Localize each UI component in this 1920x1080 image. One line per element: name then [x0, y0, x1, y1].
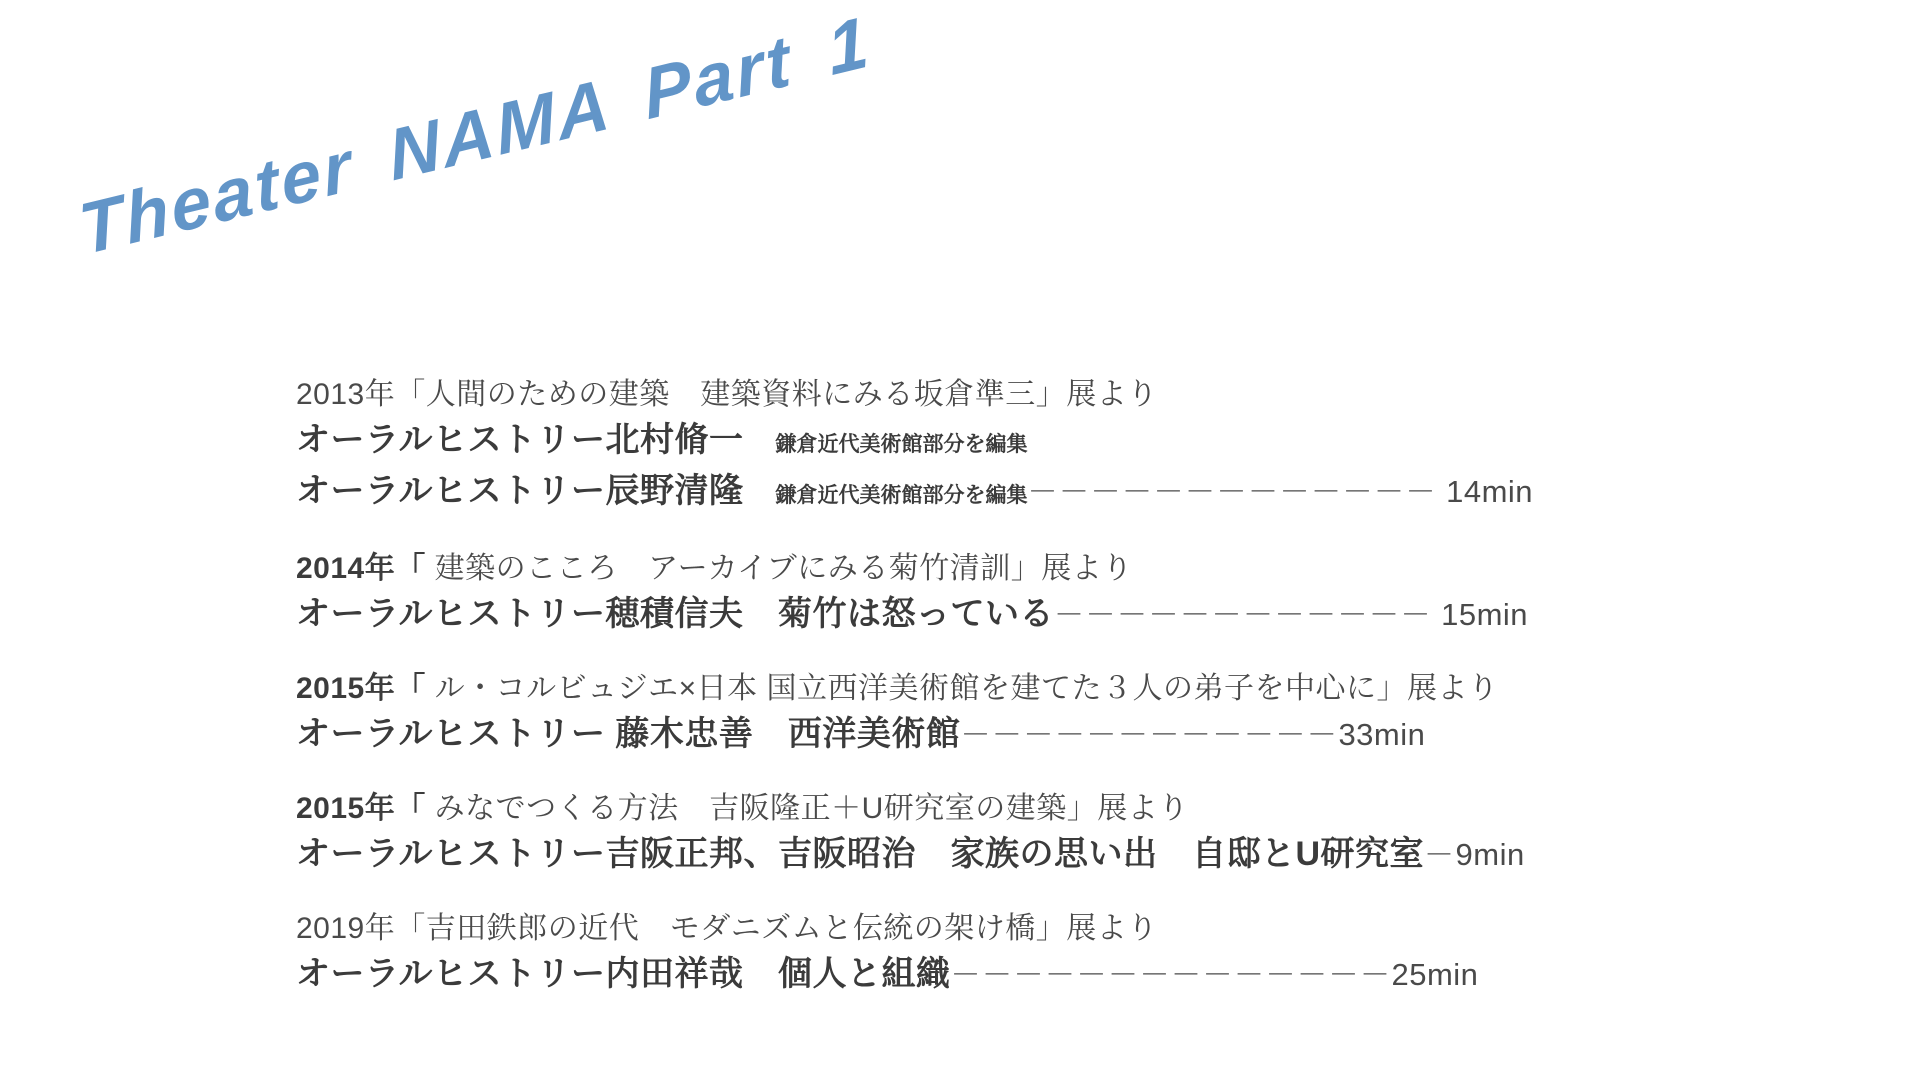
program-item — [296, 591, 1556, 639]
program-list — [296, 372, 1556, 1026]
exhibition-year: 2014年「 — [296, 552, 426, 585]
leader-dashes: －－－－－－－－－－－－－ — [1027, 476, 1437, 509]
exhibition-title: 人間のための建築 建築資料にみる坂倉準三」展より — [425, 378, 1158, 411]
program-section-2013 — [296, 372, 1556, 519]
leader-dashes: － — [1424, 839, 1456, 872]
item-duration: 33min — [1338, 717, 1426, 752]
exhibition-title: 建築のこころ アーカイブにみる菊竹清訓」展より — [425, 552, 1133, 585]
exhibition-title: 吉田鉄郎の近代 モダニズムと伝統の架け橋」展より — [425, 912, 1158, 945]
program-item — [296, 711, 1556, 759]
item-duration: 15min — [1431, 597, 1529, 632]
item-title: オーラルヒストリー内田祥哉 個人と組織 — [296, 955, 951, 993]
exhibition-line — [296, 786, 1556, 831]
exhibition-line — [296, 666, 1556, 711]
item-title: オーラルヒストリー穂積信夫 菊竹は怒っている — [296, 595, 1054, 633]
leader-dashes: －－－－－－－－－－－－ — [960, 719, 1339, 752]
program-section-2015-corbusier — [296, 666, 1556, 759]
program-section-2015-yosizaka — [296, 786, 1556, 879]
exhibition-year: 2015年「 — [296, 792, 426, 825]
item-note: 鎌倉近代美術館部分を編集 — [775, 484, 1028, 507]
exhibition-title: みなでつくる方法 吉阪隆正＋U研究室の建築」展より — [425, 792, 1189, 825]
item-note: 鎌倉近代美術館部分を編集 — [775, 433, 1028, 456]
exhibition-title: ル・コルビュジエ×日本 国立西洋美術館を建てた３人の弟子を中心に」展より — [425, 672, 1499, 705]
exhibition-year: 2019年「 — [296, 912, 426, 945]
program-item — [296, 951, 1556, 999]
leader-dashes: －－－－－－－－－－－－－－ — [950, 959, 1392, 992]
item-duration: 9min — [1455, 837, 1525, 872]
exhibition-line — [296, 372, 1556, 417]
program-section-2014 — [296, 546, 1556, 639]
program-item — [296, 831, 1556, 879]
item-duration: 14min — [1436, 474, 1534, 509]
leader-dashes: －－－－－－－－－－－－ — [1053, 599, 1432, 632]
program-item — [296, 468, 1556, 519]
program-item — [296, 417, 1556, 468]
item-duration: 25min — [1391, 957, 1479, 992]
exhibition-year: 2013年「 — [296, 378, 426, 411]
item-title: オーラルヒストリー吉阪正邦、吉阪昭治 家族の思い出 自邸とU研究室 — [296, 835, 1425, 873]
exhibition-line — [296, 906, 1556, 951]
page-title: Theater NAMA Part 1 — [74, 1, 876, 271]
exhibition-year: 2015年「 — [296, 672, 426, 705]
item-title: オーラルヒストリー北村脩一 — [296, 421, 744, 459]
item-title: オーラルヒストリー 藤木忠善 西洋美術館 — [296, 715, 961, 753]
exhibition-line — [296, 546, 1556, 591]
program-section-2019 — [296, 906, 1556, 999]
item-title: オーラルヒストリー辰野清隆 — [296, 472, 744, 510]
